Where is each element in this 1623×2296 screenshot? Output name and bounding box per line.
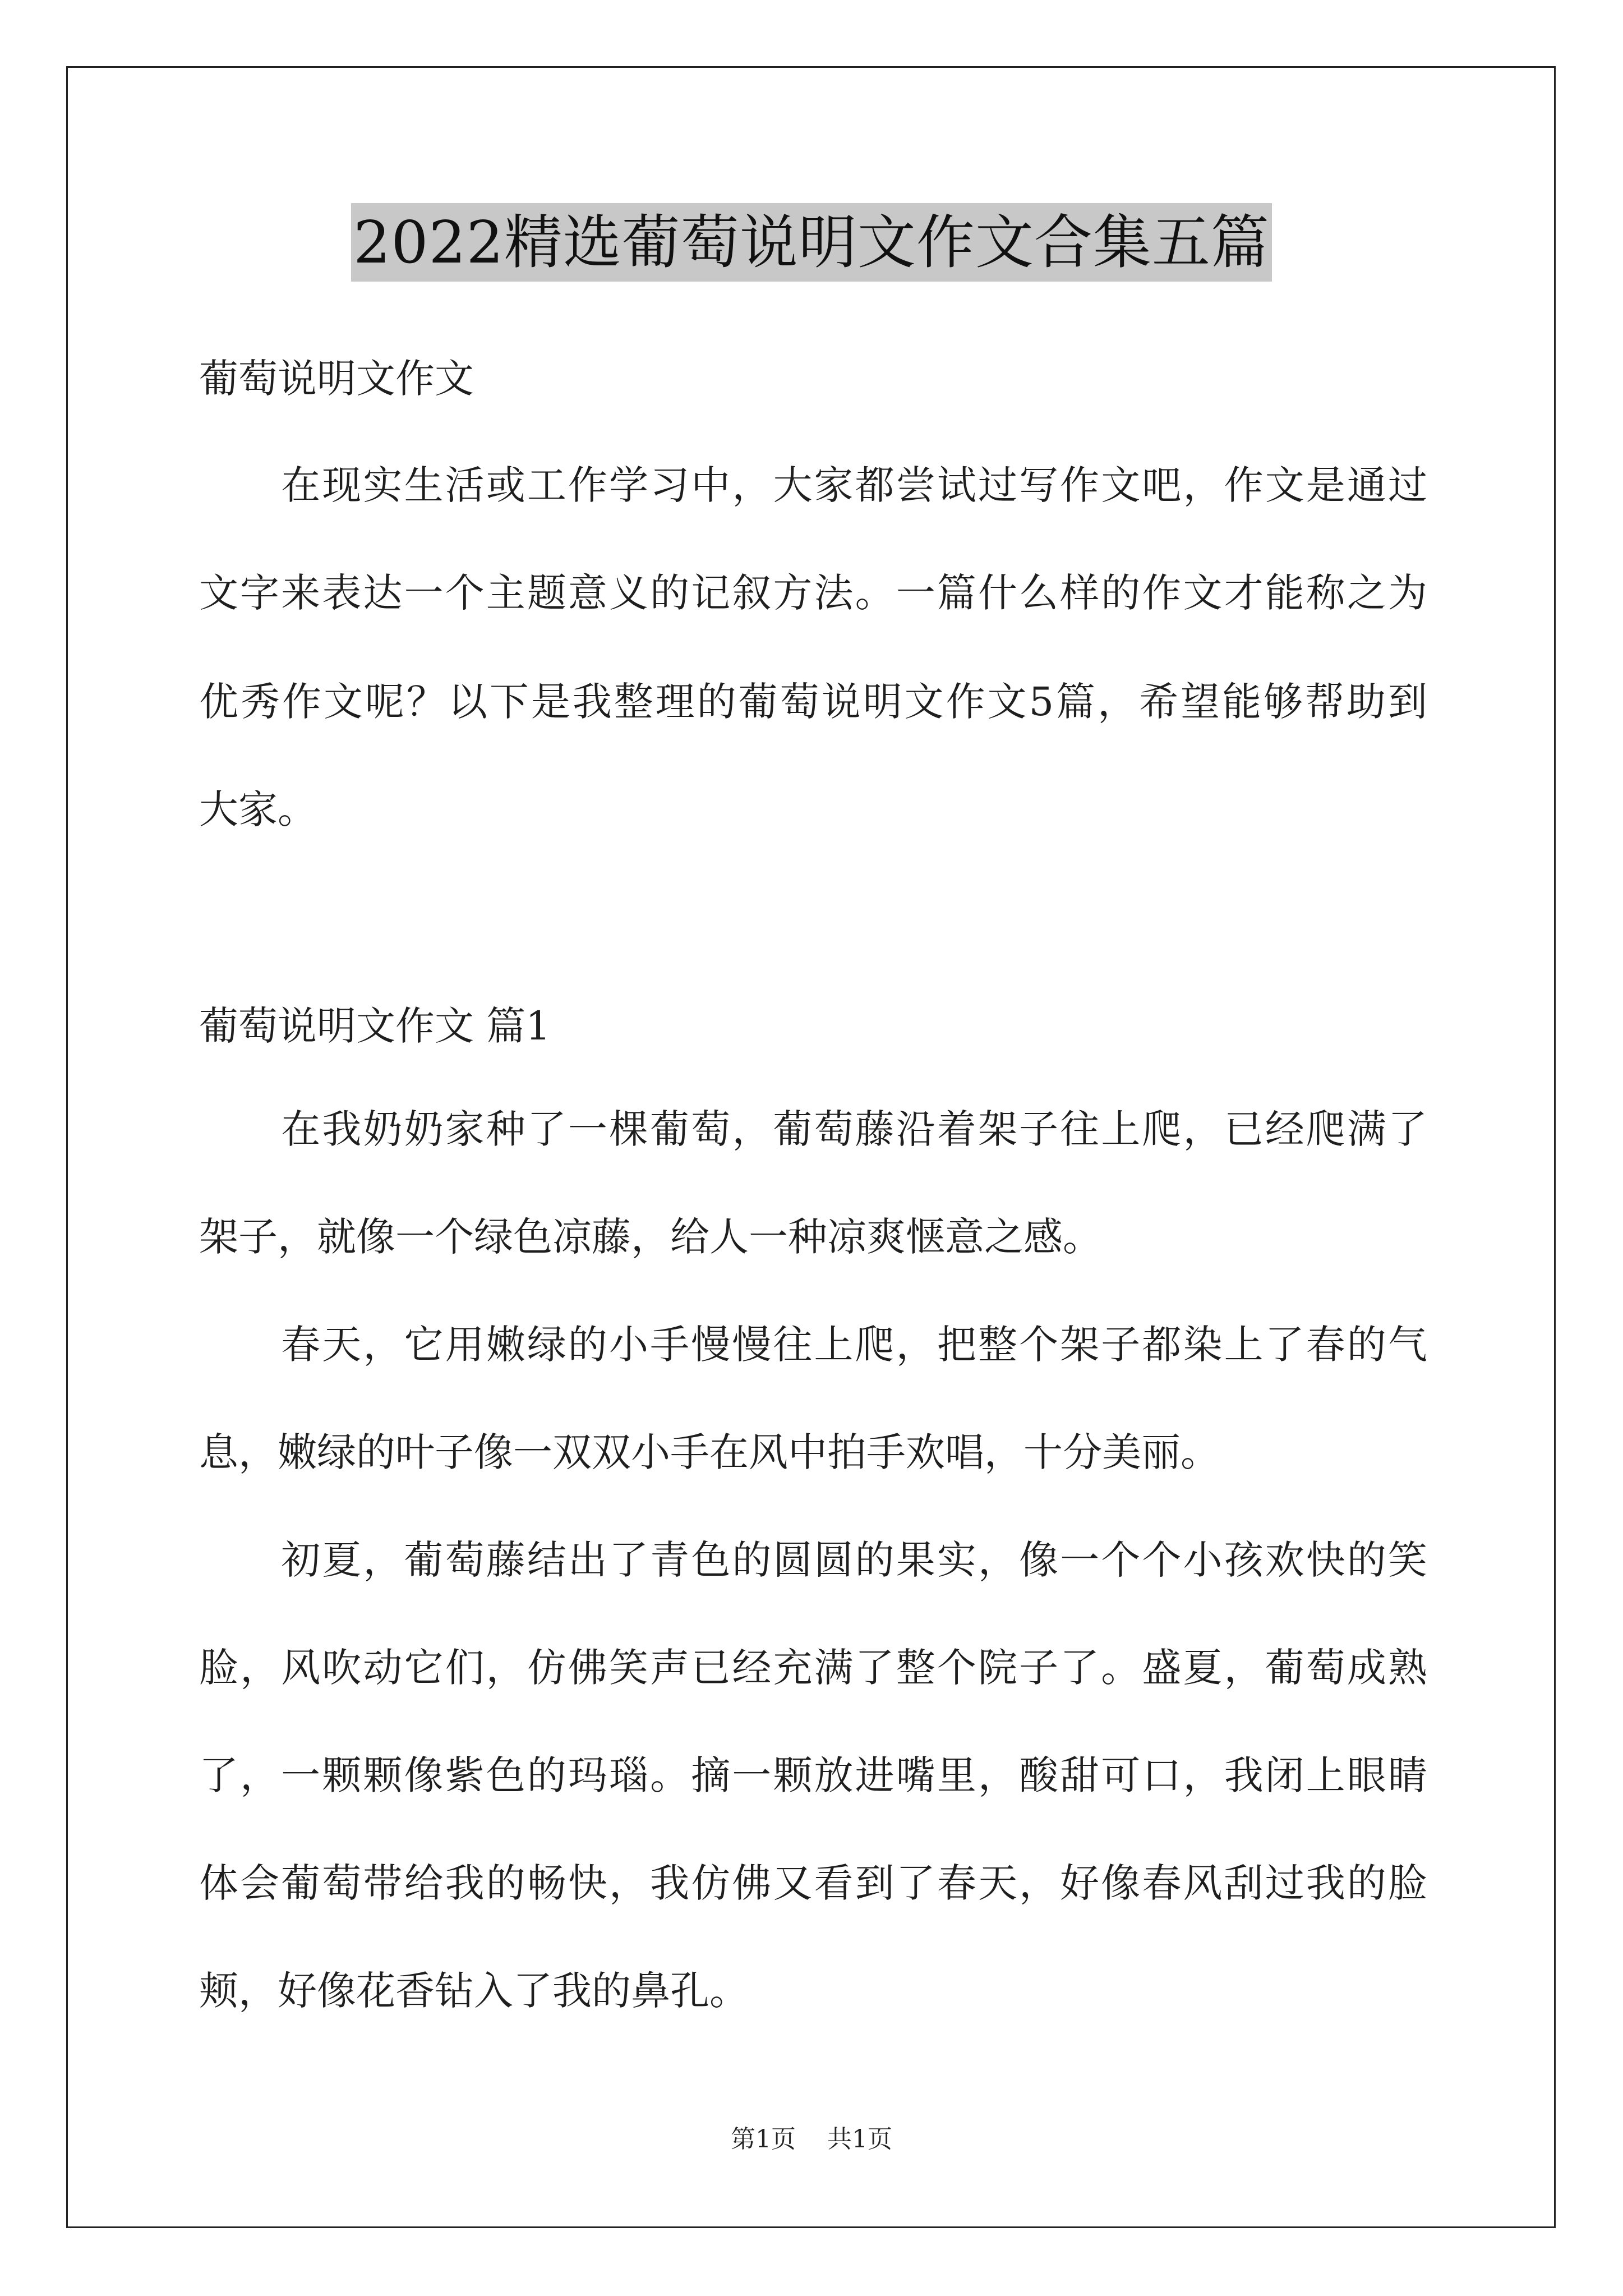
- intro-line: 优秀作文呢？以下是我整理的葡萄说明文作文5篇，希望能够帮助到: [199, 679, 1427, 725]
- part1-line: 息，嫩绿的叶子像一双双小手在风中拍手欢唱，十分美丽。: [199, 1429, 1220, 1475]
- intro-line: 在现实生活或工作学习中，大家都尝试过写作文吧，作文是通过: [199, 462, 1427, 508]
- part1-line: 初夏，葡萄藤结出了青色的圆圆的果实，像一个个小孩欢快的笑: [199, 1537, 1427, 1583]
- part1-line: 春天，它用嫩绿的小手慢慢往上爬，把整个架子都染上了春的气: [199, 1322, 1427, 1368]
- part1-heading: 葡萄说明文作文 篇1: [199, 1003, 551, 1049]
- intro-line: 大家。: [199, 786, 317, 832]
- part1-line: 了，一颗颗像紫色的玛瑙。摘一颗放进嘴里，酸甜可口，我闭上眼睛: [199, 1752, 1427, 1798]
- part1-line: 脸，风吹动它们，仿佛笑声已经充满了整个院子了。盛夏，葡萄成熟: [199, 1645, 1427, 1691]
- part1-line: 体会葡萄带给我的畅快，我仿佛又看到了春天，好像春风刮过我的脸: [199, 1860, 1427, 1906]
- document-title: 2022精选葡萄说明文作文合集五篇: [351, 203, 1272, 282]
- intro-line: 文字来表达一个主题意义的记叙方法。一篇什么样的作文才能称之为: [199, 570, 1427, 616]
- section-heading: 葡萄说明文作文: [199, 356, 474, 402]
- part1-line: 在我奶奶家种了一棵葡萄，葡萄藤沿着架子往上爬，已经爬满了: [199, 1106, 1427, 1152]
- part1-line: 颊，好像花香钻入了我的鼻孔。: [199, 1968, 749, 2014]
- page-footer: [0, 2124, 1623, 2155]
- page-total: 共1页: [827, 2125, 892, 2154]
- title-container: [0, 203, 1623, 282]
- page-number: 第1页: [731, 2125, 796, 2154]
- part1-line: 架子，就像一个绿色凉藤，给人一种凉爽惬意之感。: [199, 1214, 1102, 1260]
